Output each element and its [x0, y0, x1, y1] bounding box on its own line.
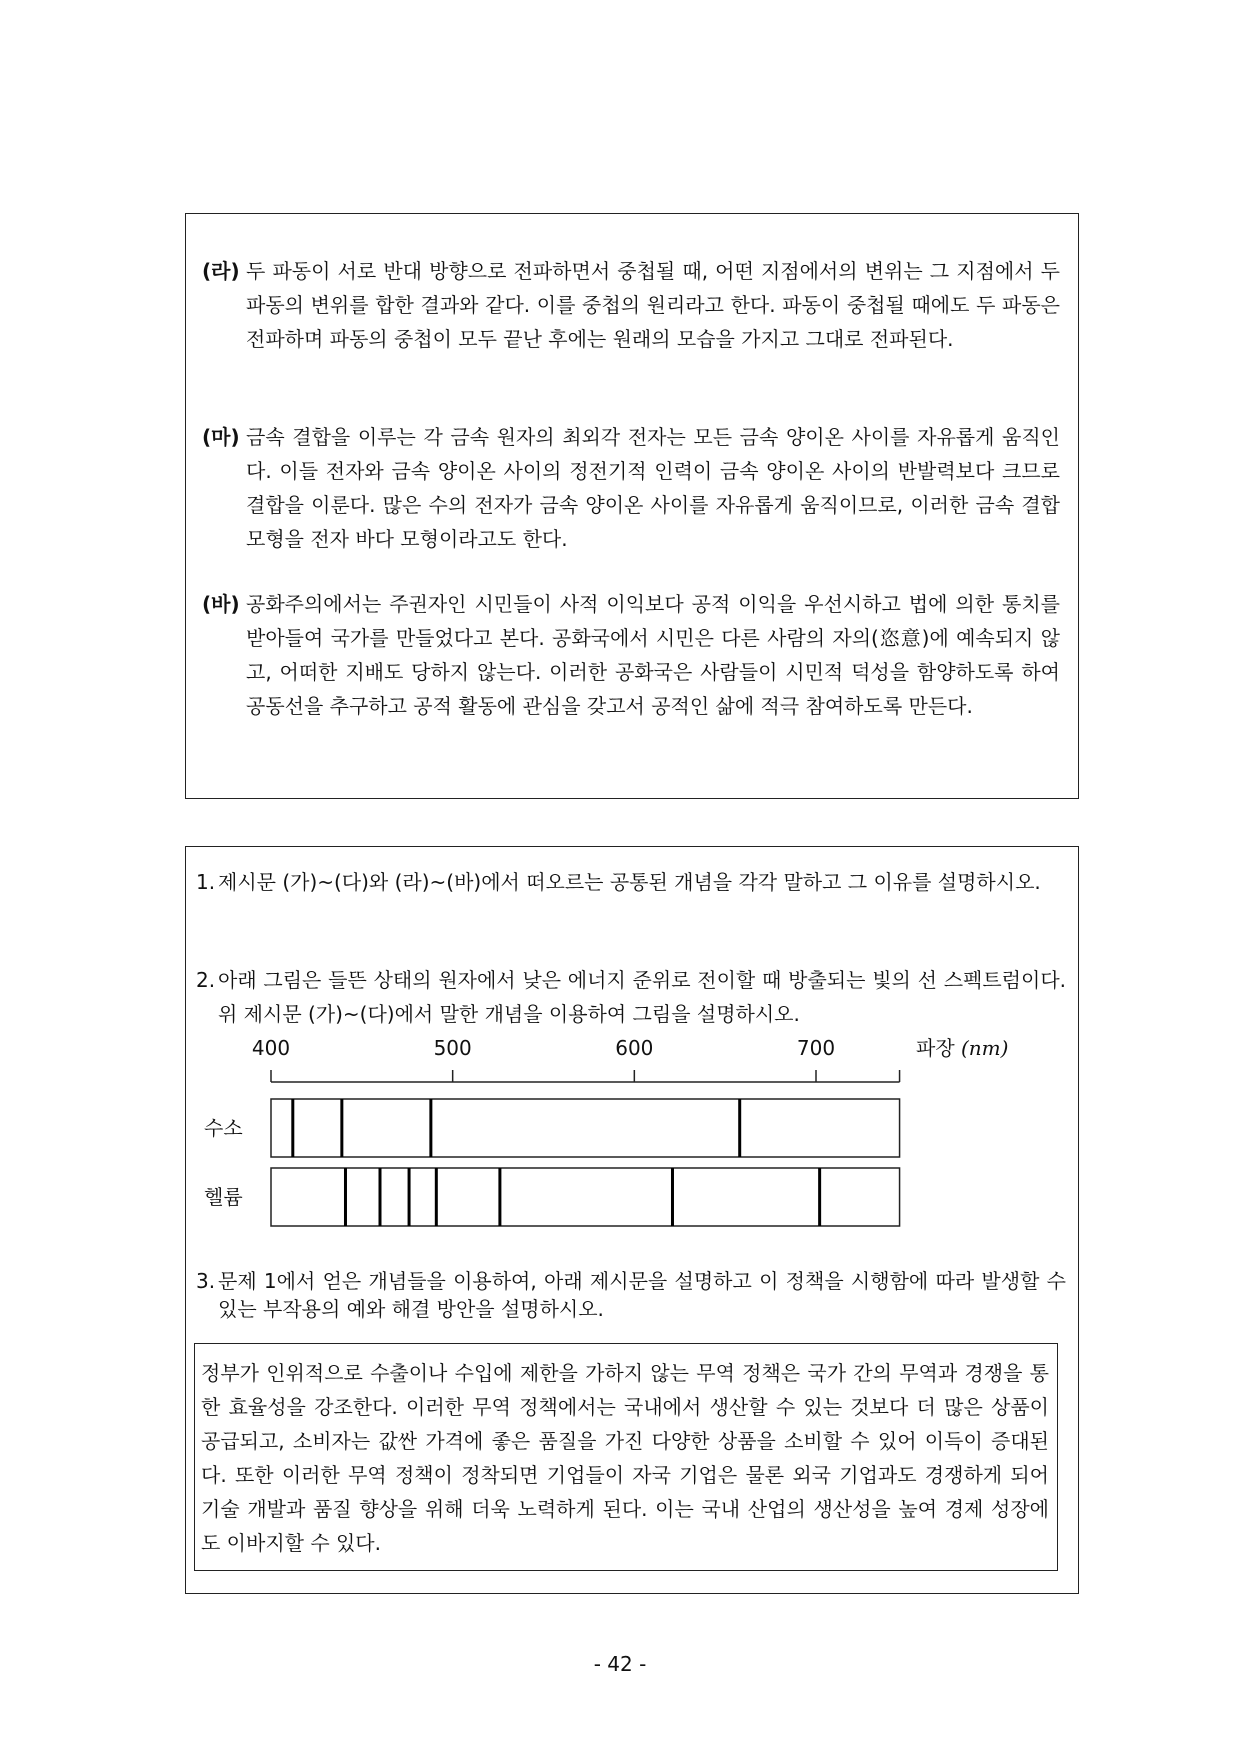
tick-label: 400 [251, 1036, 291, 1060]
axis-label-text: 파장 [916, 1036, 955, 1060]
passage-ba [202, 587, 1060, 723]
question-3 [196, 1267, 1066, 1323]
passage-label: (마) [202, 425, 240, 449]
passages-box [185, 213, 1079, 799]
passage-ra [202, 254, 1060, 356]
page-number: - 42 - [593, 1652, 647, 1676]
spectrum-row-label: 헬륨 [204, 1185, 243, 1209]
question-number: 2. [196, 968, 216, 992]
passage-text: 금속 결합을 이루는 각 금속 원자의 최외각 전자는 모든 금속 양이온 사이를 자유롭게 움직인다. 이들 전자와 금속 양이온 사이의 정전기적 인력이 금속 양이온 사이의 반발력보다 크므로 결합을 이룬다. 많은 수의 전자가 금속 양이온 사이를 자유롭게 움직이므로, 이러한 금속 결합 모형을 전자 바다 모형이라고도 한다. [246, 425, 1060, 551]
question-number: 1. [196, 870, 216, 894]
spectrum-band [271, 1168, 900, 1226]
wavelength-axis [252, 1036, 900, 1082]
tick-label: 500 [433, 1036, 472, 1060]
passage-ma [202, 420, 1060, 556]
spectrum-figure [186, 847, 1076, 1267]
spectrum-band [271, 1099, 900, 1157]
spectrum-rows [204, 1099, 900, 1226]
tick-label: 600 [615, 1036, 654, 1060]
question-text: 제시문 (가)~(다)와 (라)~(바)에서 떠오르는 공통된 개념을 각각 말하고 그 이유를 설명하시오. [218, 870, 1041, 894]
passage-text: 두 파동이 서로 반대 방향으로 전파하면서 중첩될 때, 어떤 지점에서의 변위는 그 지점에서 두 파동의 변위를 합한 결과와 같다. 이를 중첩의 원리라고 한다. 파동이 중첩될 때에도 두 파동은 전파하며 파동의 중첩이 모두 끝난 후에는 원래의 모습을 가지고 그대로 전파된다. [246, 259, 1060, 351]
axis-label [916, 1036, 1008, 1060]
excerpt-text: 정부가 인위적으로 수출이나 수입에 제한을 가하지 않는 무역 정책은 국가 간의 무역과 경쟁을 통한 효율성을 강조한다. 이러한 무역 정책에서는 국내에서 생산할 수 있는 것보다 더 많은 상품이 공급되고, 소비자는 값싼 가격에 좋은 품질을 가진 다양한 상품을 소비할 수 있어 이득이 증대된다. 또한 이러한 무역 정책이 정착되면 기업들이 자국 기업은 물론 외국 기업과도 경쟁하게 되어 기술 개발과 품질 향상을 위해 더욱 노력하게 된다. 이는 국내 산업의 생산성을 높여 경제 성장에도 이바지할 수 있다. [201, 1361, 1049, 1555]
spectrum-row-label: 수소 [204, 1116, 243, 1140]
questions-box [185, 846, 1079, 1594]
question-text: 문제 1에서 얻은 개념들을 이용하여, 아래 제시문을 설명하고 이 정책을 시행함에 따라 발생할 수 있는 부작용의 예와 해결 방안을 설명하시오. [218, 1269, 1066, 1321]
tick-label: 700 [796, 1036, 836, 1060]
excerpt-box [194, 1343, 1058, 1571]
passage-label: (바) [202, 592, 240, 616]
passage-text: 공화주의에서는 주권자인 시민들이 사적 이익보다 공적 이익을 우선시하고 법에 의한 통치를 받아들여 국가를 만들었다고 본다. 공화국에서 시민은 다른 사람의 자의(恣意)에 예속되지 않고, 어떠한 지배도 당하지 않는다. 이러한 공화국은 사람들이 시민적 덕성을 함양하도록 하여 공동선을 추구하고 공적 활동에 관심을 갖고서 공적인 삶에 적극 참여하도록 만든다. [246, 592, 1060, 718]
axis-unit: (nm) [961, 1036, 1009, 1060]
question-number: 3. [196, 1269, 216, 1293]
question-text: 아래 그림은 들뜬 상태의 원자에서 낮은 에너지 준위로 전이할 때 방출되는 빛의 선 스펙트럼이다. 위 제시문 (가)~(다)에서 말한 개념을 이용하여 그림을 설명하시오. [218, 968, 1066, 1026]
passage-label: (라) [202, 259, 240, 283]
